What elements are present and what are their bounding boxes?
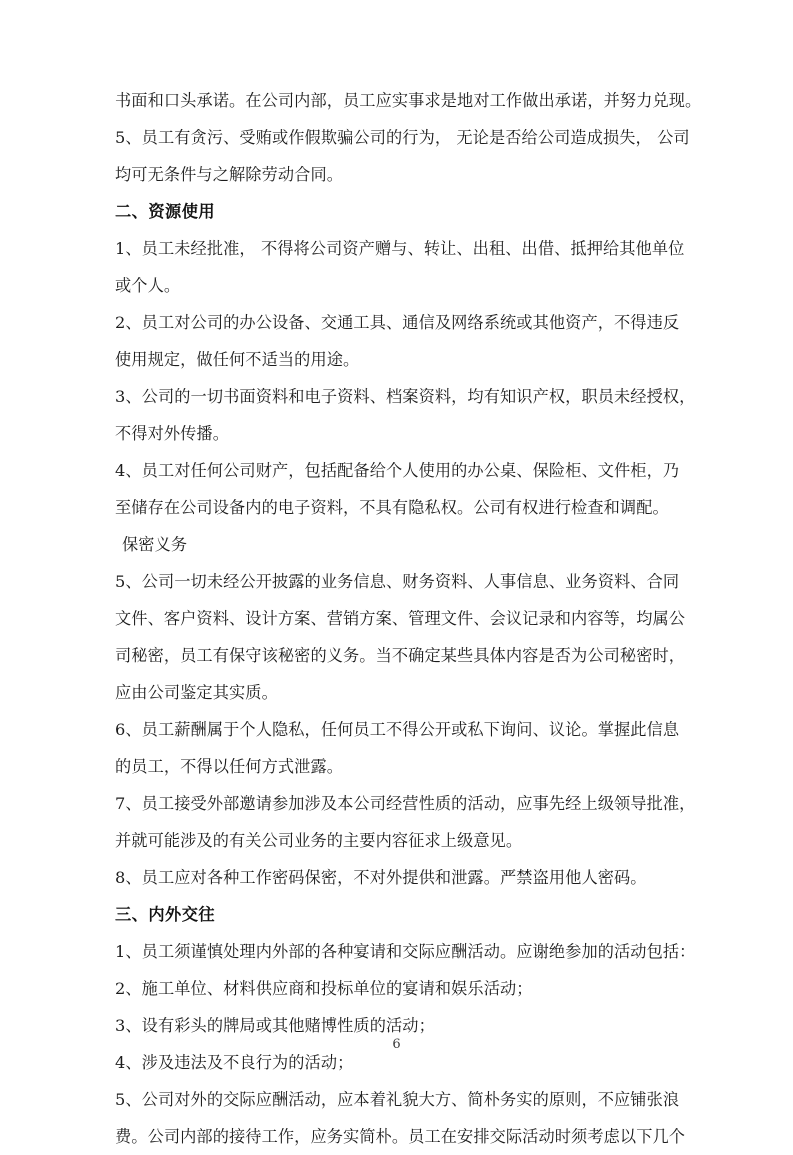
body-line: 8、员工应对各种工作密码保密，不对外提供和泄露。严禁盗用他人密码。 (115, 868, 647, 887)
body-line: 应由公司鉴定其实质。 (115, 683, 278, 702)
body-line: 3、公司的一切书面资料和电子资料、档案资料，均有知识产权，职员未经授权， (115, 387, 696, 406)
body-line: 4、涉及违法及不良行为的活动； (115, 1053, 354, 1072)
body-line: 7、员工接受外部邀请参加涉及本公司经营性质的活动，应事先经上级领导批准， (115, 794, 696, 813)
body-line: 2、施工单位、材料供应商和投标单位的宴请和娱乐活动； (115, 979, 533, 998)
body-line: 使用规定，做任何不适当的用途。 (115, 350, 360, 369)
section-heading: 二、资源使用 (115, 202, 216, 221)
body-line: 1、员工须谨慎处理内外部的各种宴请和交际应酬活动。应谢绝参加的活动包括： (115, 942, 696, 961)
body-line: 的员工，不得以任何方式泄露。 (115, 757, 344, 776)
body-line: 或个人。 (115, 276, 181, 295)
body-line: 费。公司内部的接待工作，应务实简朴。员工在安排交际活动时须考虑以下几个 (115, 1127, 686, 1146)
body-line: 均可无条件与之解除劳动合同。 (115, 165, 344, 184)
body-line: 保密义务 (122, 535, 188, 554)
body-line: 1、员工未经批准， 不得将公司资产赠与、转让、出租、出借、抵押给其他单位 (115, 239, 685, 258)
body-line: 3、设有彩头的牌局或其他赌博性质的活动； (115, 1016, 435, 1035)
page-number: 6 (392, 1037, 401, 1052)
body-line: 5、公司一切未经公开披露的业务信息、财务资料、人事信息、业务资料、合同 (115, 572, 680, 591)
body-line: 2、员工对公司的办公设备、交通工具、通信及网络系统或其他资产，不得违反 (115, 313, 680, 332)
body-line: 书面和口头承诺。在公司内部，员工应实事求是地对工作做出承诺，并努力兑现。 (115, 91, 702, 110)
body-line: 不得对外传播。 (115, 424, 230, 443)
body-line: 5、员工有贪污、受贿或作假欺骗公司的行为， 无论是否给公司造成损失， 公司 (115, 128, 690, 147)
body-line: 至储存在公司设备内的电子资料，不具有隐私权。公司有权进行检查和调配。 (115, 498, 669, 517)
body-line: 司秘密，员工有保守该秘密的义务。当不确定某些具体内容是否为公司秘密时， (115, 646, 686, 665)
body-line: 文件、客户资料、设计方案、营销方案、管理文件、会议记录和内容等，均属公 (115, 609, 686, 628)
section-heading: 三、内外交往 (115, 905, 216, 924)
body-line: 6、员工薪酬属于个人隐私，任何员工不得公开或私下询问、议论。掌握此信息 (115, 720, 680, 739)
body-line: 4、员工对任何公司财产，包括配备给个人使用的办公桌、保险柜、文件柜，乃 (115, 461, 680, 480)
body-line: 并就可能涉及的有关公司业务的主要内容征求上级意见。 (115, 831, 523, 850)
body-line: 5、公司对外的交际应酬活动，应本着礼貌大方、简朴务实的原则，不应铺张浪 (115, 1090, 680, 1109)
document-body (115, 82, 702, 1155)
